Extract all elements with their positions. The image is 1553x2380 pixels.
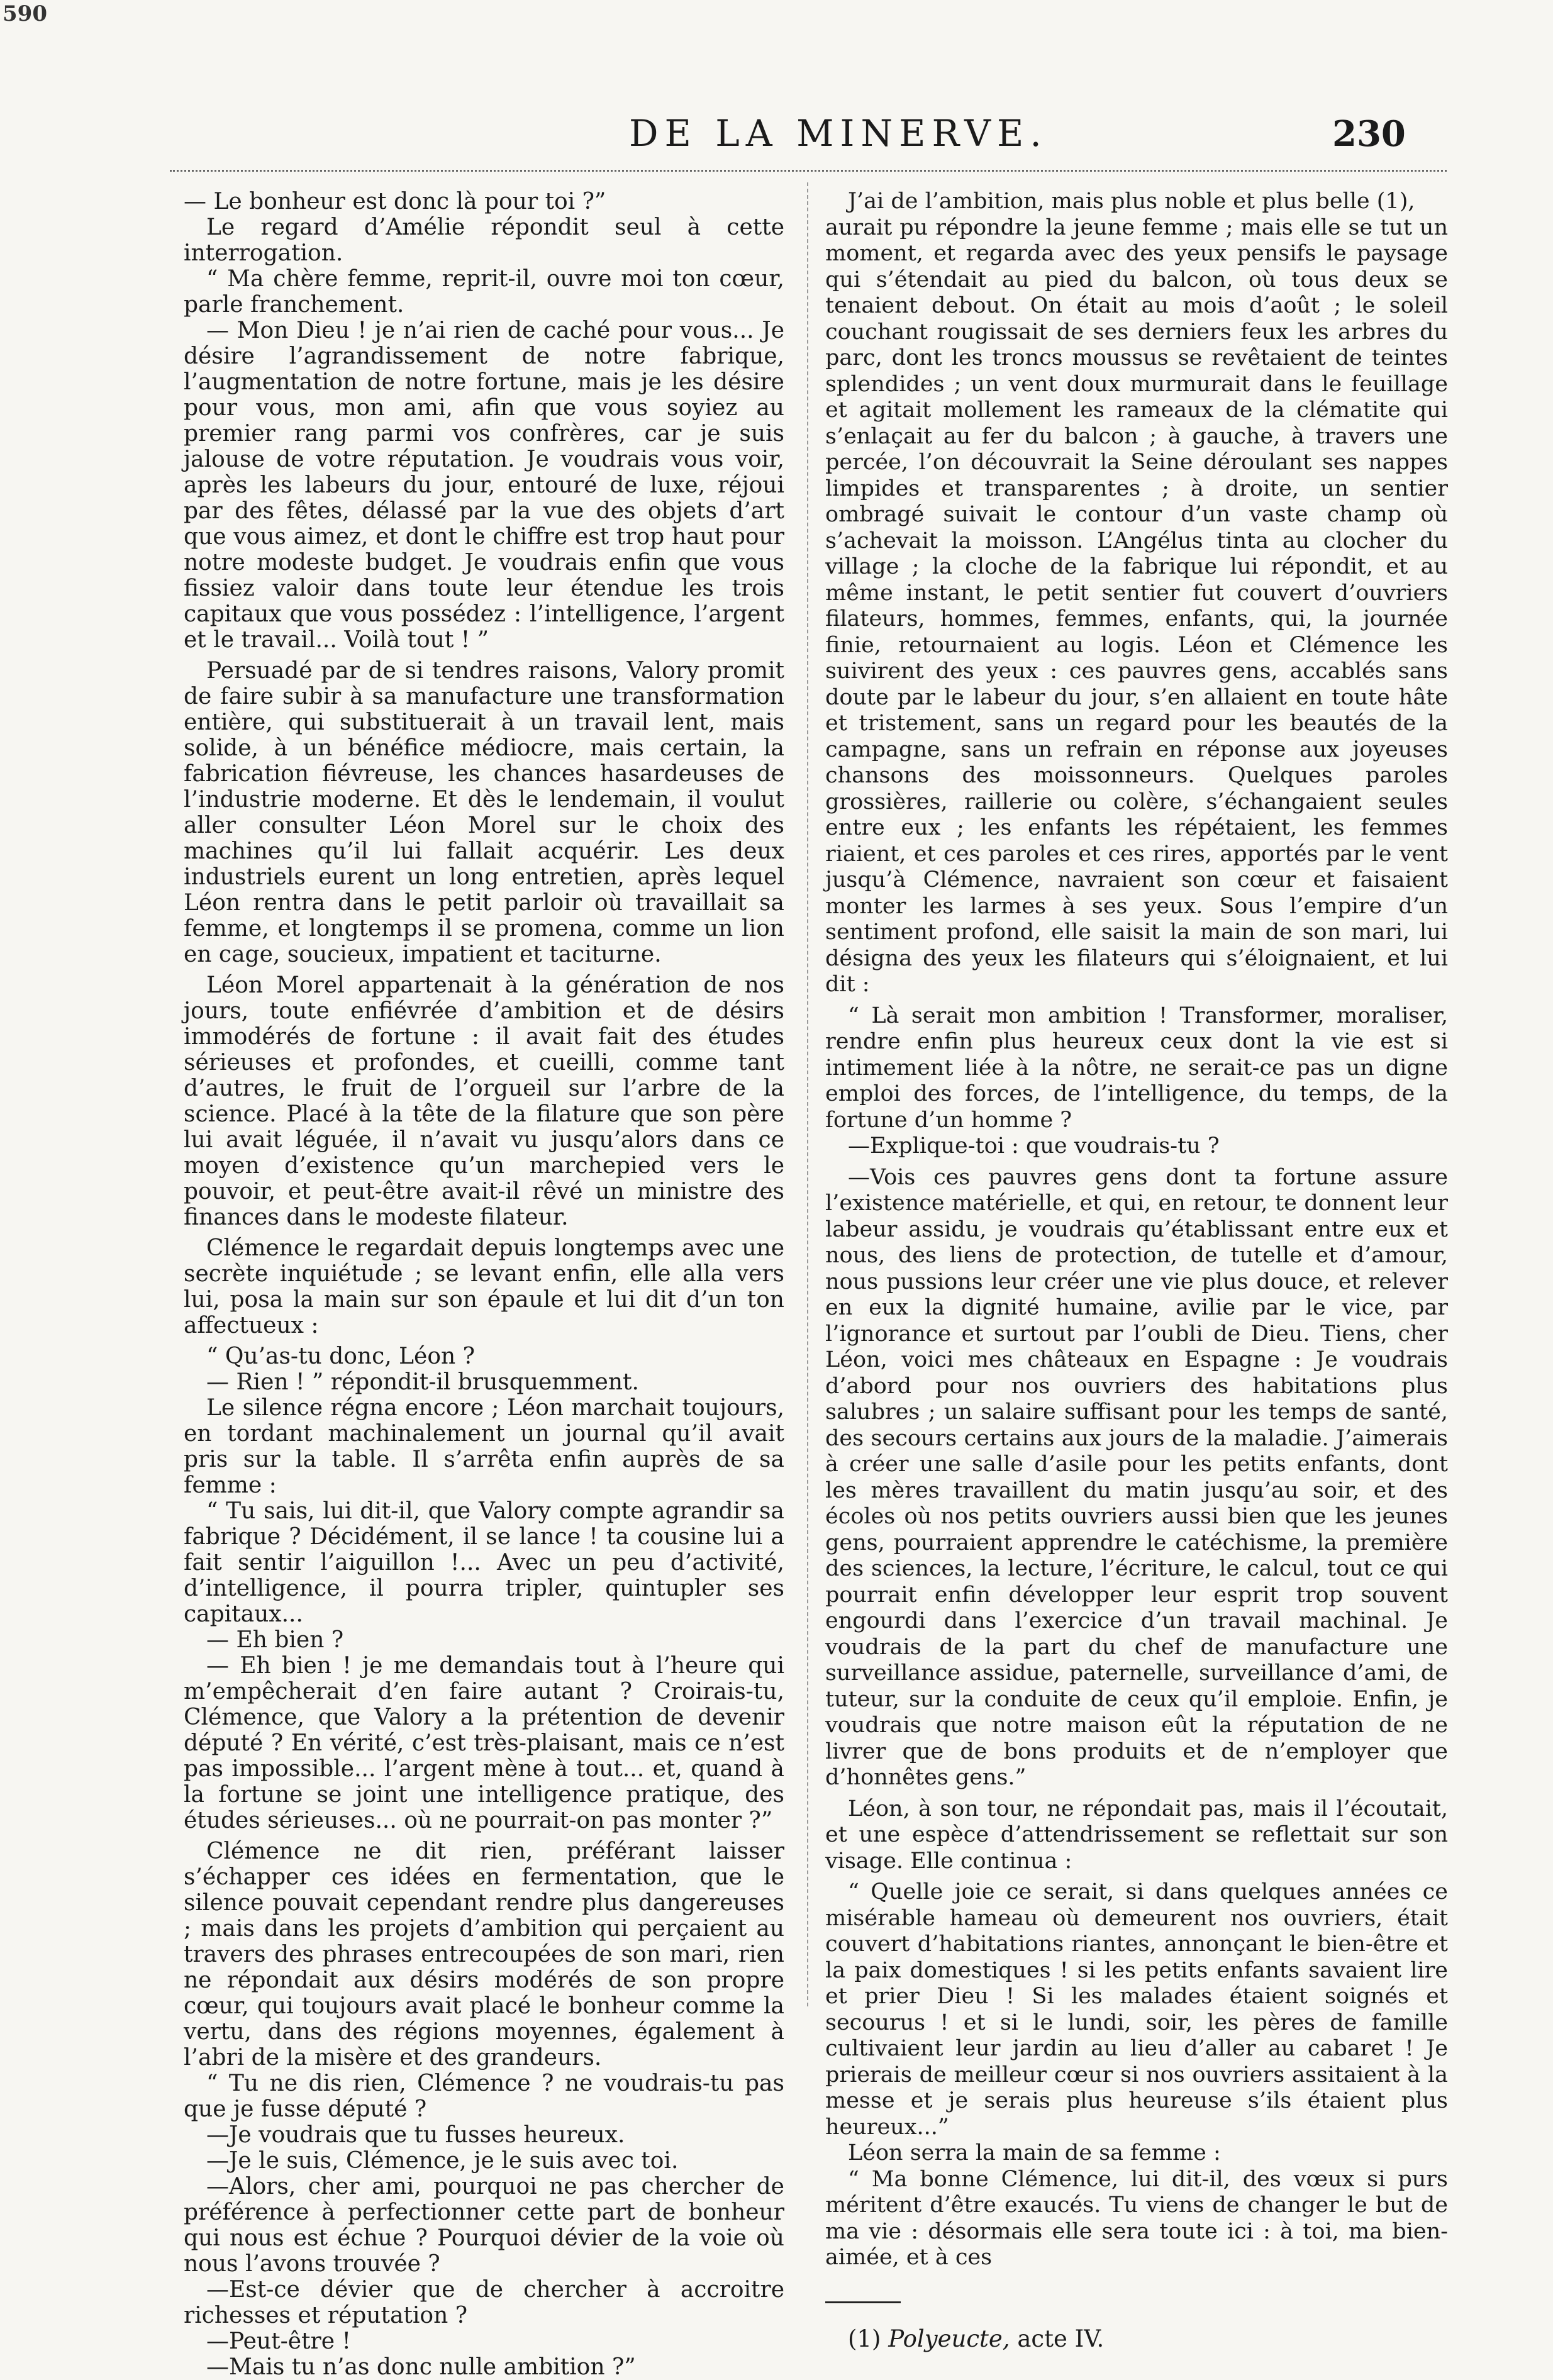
paragraph: —Peut-être ! xyxy=(206,2328,351,2354)
paragraph: Persuadé par de si tendres raisons, Valory promit de faire subir à sa manufacture une transformation entière, qui substituerait à un travail lent, mais solide, à un bénéfice médiocre, mais certain, la fabrication fiévreuse, les chances hasardeuses de l’industrie moderne. Et dès le lendemain, il voulut aller consulter Léon Morel sur le choix des machines qu’il lui fallait acquérir. Les deux industriels eurent un long entretien, après lequel Léon rentra dans le petit parloir où travaillait sa femme, et longtemps il se promena, comme un lion en cage, soucieux, impatient et taciturne. xyxy=(184,658,784,967)
left-column xyxy=(184,189,784,2380)
header-rule xyxy=(170,170,1447,172)
footnote-detail: acte IV. xyxy=(1017,2325,1105,2352)
paragraph: Le silence régna encore ; Léon marchait toujours, en tordant machinalement un journal qu’il avait pris sur la table. Il s’arrêta enfin auprès de sa femme : xyxy=(184,1395,784,1498)
paragraph: —Alors, cher ami, pourquoi ne pas chercher de préférence à perfectionner cette part de bonheur qui nous est échue ? Pourquoi dévier de la voie où nous l’avons trouvée ? xyxy=(184,2174,784,2277)
paragraph: —Je voudrais que tu fusses heureux. xyxy=(206,2122,625,2148)
paragraph: Clémence le regardait depuis longtemps avec une secrète inquiétude ; se levant enfin, elle alla vers lui, posa la main sur son épaule et lui dit d’un ton affectueux : xyxy=(184,1235,784,1338)
paragraph: Léon serra la main de sa femme : xyxy=(848,2140,1221,2166)
paragraph: aurait pu répondre la jeune femme ; mais elle se tut un moment, et regarda avec des yeux pensifs le paysage qui s’étendait au pied du balcon, où tous deux se tenaient debout. On était au mois d’août ; le soleil couchant rougissait de ses derniers feux les arbres du parc, dont les troncs moussus se revêtaient de teintes splendides ; un vent doux murmurait dans le feuillage et agitait mollement les rameaux de la clématite qui s’enlaçait au fer du balcon ; à gauche, à travers une percée, l’on découvrait la Seine déroulant ses nappes limpides et transparentes ; à droite, un sentier ombragé suivait le contour d’un vaste champ où s’achevait la moisson. L’Angélus tinta au clocher du village ; la cloche de la fabrique lui répondit, et au même instant, le petit sentier fut couvert d’ouvriers filateurs, hommes, femmes, enfants, qui, la journée finie, retournaient au logis. Léon et Clémence les suivirent des yeux : ces pauvres gens, accablés sans doute par le labeur du jour, s’en allaient en toute hâte et tristement, sans un regard pour les beautés de la campagne, sans un refrain en réponse aux joyeuses chansons des moissonneurs. Quelques paroles grossières, raillerie ou colère, s’échangaient seules entre eux ; les enfants les répétaient, les femmes riaient, et ces paroles et ces rires, apportés par le vent jusqu’à Clémence, navraient son cœur et faisaient monter les larmes à ses yeux. Sous l’empire d’un sentiment profond, elle saisit la main de son mari, lui désigna des yeux les filateurs qui s’éloignaient, et lui dit : xyxy=(825,214,1448,997)
paragraph: Léon, à son tour, ne répondait pas, mais il l’écoutait, et une espèce d’attendrissement se reflettait sur son visage. Elle continua : xyxy=(825,1796,1448,1874)
paragraph: —Je le suis, Clémence, je le suis avec toi. xyxy=(206,2148,679,2174)
paragraph: “ Ma chère femme, reprit-il, ouvre moi ton cœur, parle franchement. xyxy=(184,266,784,318)
right-column xyxy=(825,189,1448,2352)
column-divider xyxy=(807,182,808,2006)
paragraph: —Est-ce dévier que de chercher à accroitre richesses et réputation ? xyxy=(184,2277,784,2328)
paragraph: —Mais tu n’as donc nulle ambition ?” xyxy=(206,2354,636,2380)
footnote-marker: (1) xyxy=(848,2325,881,2352)
paragraph: “ Là serait mon ambition ! Transformer, moraliser, rendre enfin plus heureux ceux dont la vie est si intimement liée à la nôtre, ne serait-ce pas un digne emploi des forces, de l’intelligence, du temps, de la fortune d’un homme ? xyxy=(825,1003,1448,1133)
paragraph: —Vois ces pauvres gens dont ta fortune assure l’existence matérielle, et qui, en retour, te donnent leur labeur assidu, je voudrais qu’établissant entre eux et nous, des liens de protection, de tutelle et d’amour, nous pussions leur créer une vie plus douce, et relever en eux la dignité humaine, avilie par le vice, par l’ignorance et surtout par l’oubli de Dieu. Tiens, cher Léon, voici mes châteaux en Espagne : Je voudrais d’abord pour nos ouvriers des habitations plus salubres ; un salaire suffisant pour les temps de santé, des secours certains aux jours de la maladie. J’aimerais à créer une salle d’asile pour les petits enfants, dont les mères travaillent du matin jusqu’au soir, et des écoles où nos petits ouvriers aussi bien que les jeunes gens, pourraient apprendre le catéchisme, la première des sciences, la lecture, l’écriture, le calcul, tout ce qui pourrait enfin développer leur esprit trop souvent engourdi dans l’exercice d’un travail machinal. Je voudrais de la part du chef de manufacture une surveillance assidue, paternelle, surveillance d’ami, de tuteur, sur la conduite de ceux qu’il emploie. Enfin, je voudrais que notre maison eût la réputation de ne livrer que de bons produits et de n’employer que d’honnêtes gens.” xyxy=(825,1164,1448,1790)
paragraph: “ Quelle joie ce serait, si dans quelques années ce misérable hameau où demeurent nos ouvriers, était couvert d’habitations riantes, annonçant le bien-être et la paix domestiques ! si les petits enfants savaient lire et prier Dieu ! Si les malades étaient soignés et secourus ! et si le lundi, soir, les pères de famille cultivaient leur jardin au lieu d’aller au cabaret ! Je prierais de meilleur cœur si nos ouvriers assitaient à la messe et je serais plus heureuse s’ils étaient plus heureux...” xyxy=(825,1879,1448,2140)
paragraph: “ Tu ne dis rien, Clémence ? ne voudrais-tu pas que je fusse député ? xyxy=(184,2071,784,2122)
paragraph: — Eh bien ! je me demandais tout à l’heure qui m’empêcherait d’en faire autant ? Croirais-tu, Clémence, que Valory a la prétention de devenir député ? En vérité, c’est très-plaisant, mais ce n’est pas impossible... l’argent mène à tout... et, quand à la fortune se joint une intelligence pratique, des études sérieuses... où ne pourrait-on pas monter ?” xyxy=(184,1653,784,1833)
paragraph: — Mon Dieu ! je n’ai rien de caché pour vous... Je désire l’agrandissement de notre fabrique, l’augmentation de notre fortune, mais je les désire pour vous, mon ami, afin que vous soyiez au premier rang parmi vos confrères, car je suis jalouse de votre réputation. Je voudrais vous voir, après les labeurs du jour, entouré de luxe, réjoui par des fêtes, délassé par la vue des objets d’art que vous aimez, et dont le chiffre est trop haut pour notre modeste budget. Je voudrais enfin que vous fissiez valoir dans toute leur étendue les trois capitaux que vous possédez : l’intelligence, l’argent et le travail... Voilà tout ! ” xyxy=(184,318,784,653)
paragraph: — Eh bien ? xyxy=(206,1627,344,1653)
paragraph: Léon Morel appartenait à la génération de nos jours, toute enfiévrée d’ambition et de désirs immodérés de fortune : il avait fait des études sérieuses et profondes, et cueilli, comme tant d’autres, le fruit de l’orgueil sur l’arbre de la science. Placé à la tête de la filature que son père lui avait léguée, il n’avait vu jusqu’alors dans ce moyen d’existence qu’un marchepied vers le pouvoir, et peut-être avait-il rêvé un ministre des finances dans le modeste filateur. xyxy=(184,972,784,1230)
corner-mark: 590 xyxy=(3,1,47,26)
footnote-work: Polyeucte, xyxy=(888,2325,1010,2352)
verse-quote: J’ai de l’ambition, mais plus noble et plus belle (1), xyxy=(848,189,1415,214)
running-header: DE LA MINERVE. xyxy=(629,112,1048,155)
paragraph: “ Ma bonne Clémence, lui dit-il, des vœux si purs méritent d’être exaucés. Tu viens de changer le but de ma vie : désormais elle sera toute ici : à toi, ma bien-aimée, et à ces xyxy=(825,2166,1448,2270)
footnote-rule xyxy=(825,2301,901,2303)
paragraph: Clémence ne dit rien, préférant laisser s’échapper ces idées en fermentation, que le silence pouvait cependant rendre plus dangereuses ; mais dans les projets d’ambition qui perçaient au travers des phrases entrecoupées de son mari, rien ne répondait aux désirs modérés de son propre cœur, qui toujours avait placé le bonheur comme la vertu, dans des régions moyennes, également à l’abri de la misère et des grandeurs. xyxy=(184,1838,784,2071)
footnote xyxy=(825,2326,1448,2352)
paragraph: “ Qu’as-tu donc, Léon ? xyxy=(206,1343,475,1369)
paragraph: — Le bonheur est donc là pour toi ?” xyxy=(184,189,606,214)
page-number: 230 xyxy=(1332,113,1406,155)
paragraph: Le regard d’Amélie répondit seul à cette interrogation. xyxy=(184,214,784,266)
paragraph: “ Tu sais, lui dit-il, que Valory compte agrandir sa fabrique ? Décidément, il se lance ! ta cousine lui a fait sentir l’aiguillon !... Avec un peu d’activité, d’intelligence, il pourra tripler, quintupler ses capitaux... xyxy=(184,1498,784,1627)
paragraph: —Explique-toi : que voudrais-tu ? xyxy=(848,1133,1220,1159)
paragraph: — Rien ! ” répondit-il brusquemment. xyxy=(206,1369,639,1395)
